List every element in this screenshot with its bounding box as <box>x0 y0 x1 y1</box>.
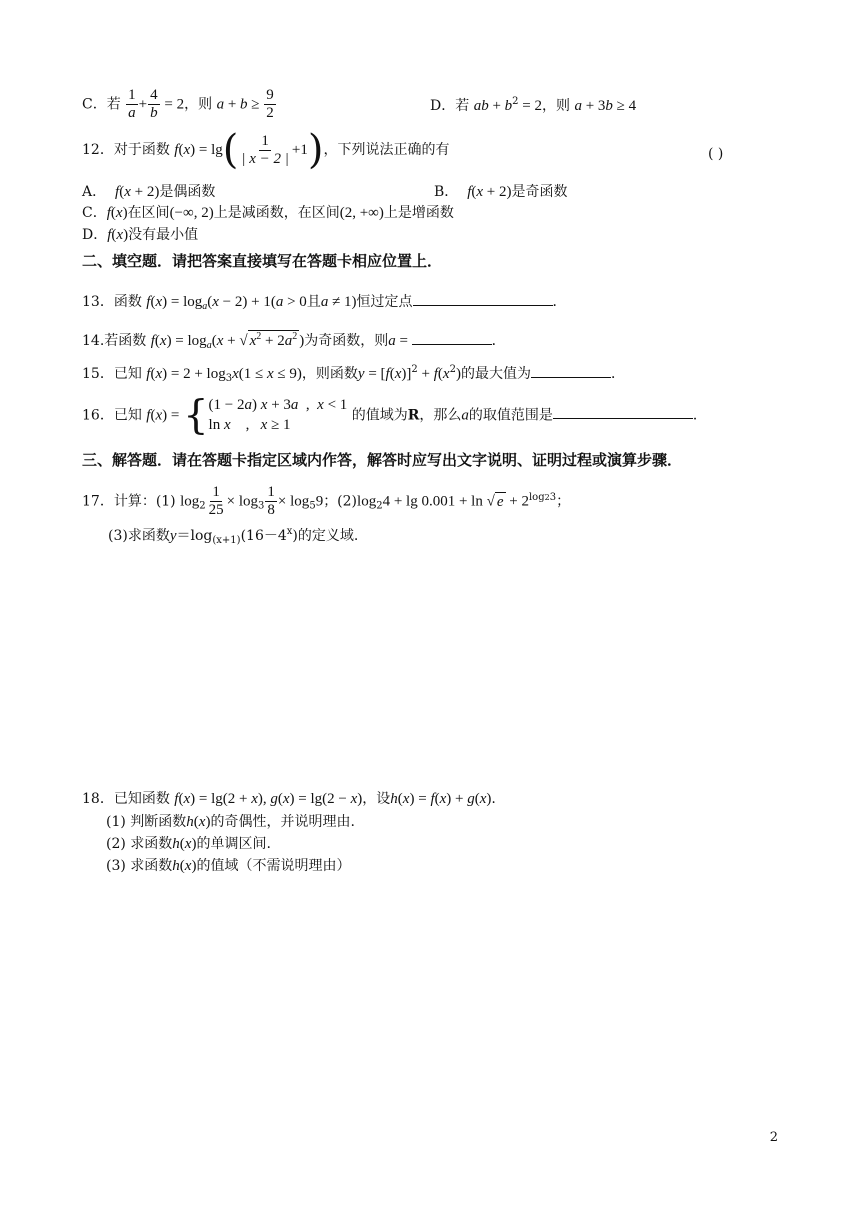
q12-answer-paren: ( ) <box>708 146 724 162</box>
q15-answer-blank[interactable] <box>531 365 611 378</box>
page-number: 2 <box>769 1130 778 1145</box>
q12-option-b: B． f(x + 2)是奇函数 <box>434 184 568 200</box>
q14-answer-blank[interactable] <box>412 332 492 345</box>
q18: 18．已知函数 f(x) = lg(2 + x), g(x) = lg(2 − x)，设h(x) = f(x) + g(x). <box>82 791 496 807</box>
q18-part3: (3) 求函数h(x)的值域（不需说明理由） <box>106 858 351 874</box>
q13: 13．函数 $f(x) = \log_a(x - 2) + 1(a > 0$且a ≠ 1)恒过定点 ． <box>82 294 567 312</box>
section-3-title: 三、解答题．请在答题卡指定区域内作答，解答时应写出文字说明、证明过程或演算步骤． <box>82 451 683 469</box>
q12-option-d: D．f(x)没有最小值 <box>82 227 199 243</box>
q12-option-c: C．f(x)在区间(−∞, 2)上是减函数，在区间(2, +∞)上是增函数 <box>82 205 454 221</box>
q12-option-a: A． f(x + 2)是偶函数 <box>82 184 216 200</box>
q18-part1: (1) 判断函数h(x)的奇偶性，并说明理由. <box>106 814 355 830</box>
q13-answer-blank[interactable] <box>413 293 553 306</box>
q11-option-c: C．若 $\frac{1}{a}$ + $\frac{4}{b}$ = 2，则 a + b ≥ $\frac{9}{2}$ <box>82 87 274 121</box>
q15: 15．已知 $f(x) = 2 + \log_3x(1 \le x \le 9)$，则函数$y = [f(x)]^2 + f(x^2)$的最大值为 ． <box>82 364 625 384</box>
section-2-title: 二、填空题．请把答案直接填写在答题卡相应位置上． <box>82 252 443 270</box>
q12-stem: 12．对于函数 f(x) = lg( $\frac{1}{| x - 2 |}$ +1)，下列说法正确的有 <box>82 127 450 173</box>
q17-part3: (3)求函数$y=\log_{(x+1)}(16-4^x)$的定义域. <box>108 526 359 546</box>
q17: 17．计算：(1) $\log_2$ $\frac{1}{25}$ × $\log_3$ $\frac{1}{8}$ × $\log_59$；$(2)\log_24 + \lg 0.001 + \ln$ √ $e + 2^{log23}$； <box>82 484 571 518</box>
q18-part2: (2) 求函数h(x)的单调区间. <box>106 836 271 852</box>
q14: 14.若函数 $f(x) = \log_a(x$ + √ $x^2 + 2a^2$ )为奇函数，则a = ． <box>82 331 506 351</box>
q16: 16．已知 f(x) = { (1 − 2a) x + 3a , x < 1 ln x , x ≥ 1 的值域为R，那么a的取值范围是 ． <box>82 392 707 439</box>
q11-option-d: D．若 ab + $b^2 = 2$，则 a + 3b ≥ 4 <box>430 96 637 114</box>
q16-answer-blank[interactable] <box>553 406 693 419</box>
